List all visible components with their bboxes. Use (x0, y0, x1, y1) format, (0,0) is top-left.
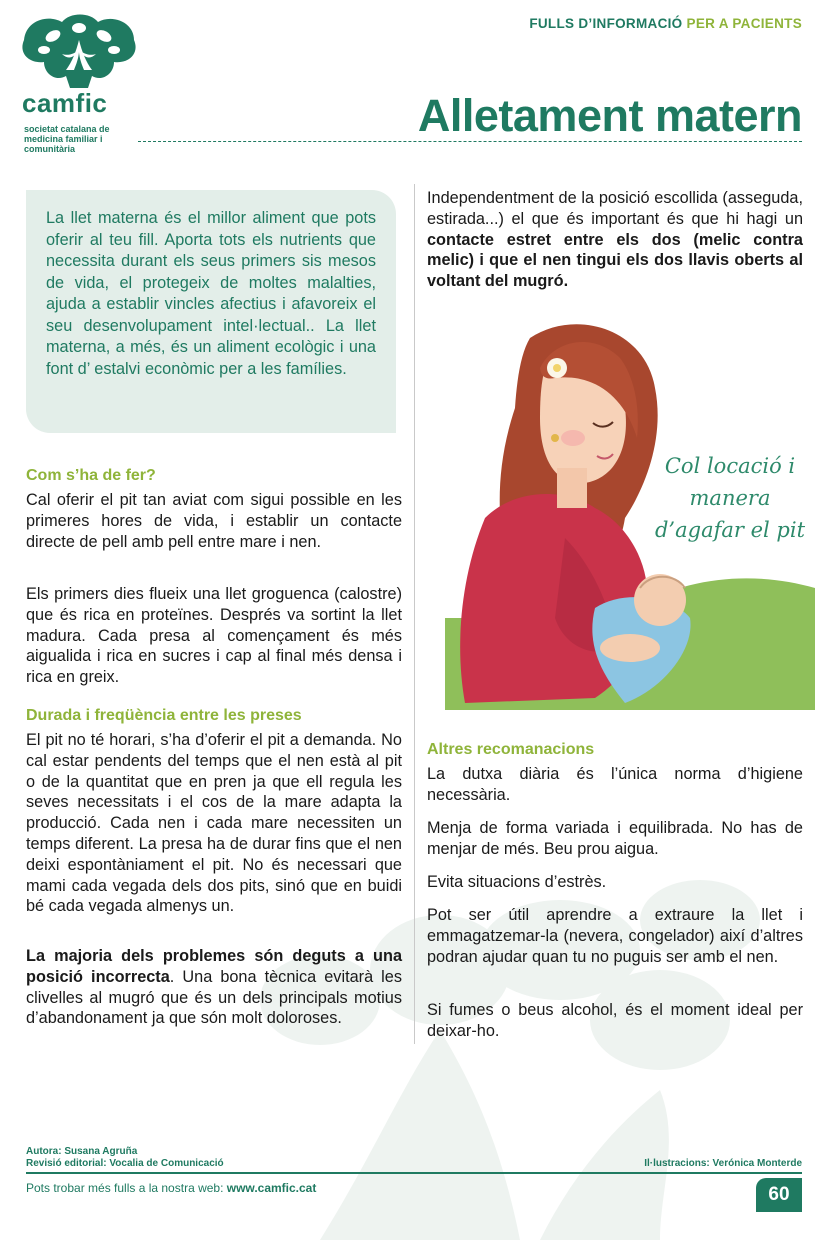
recommendation-4: Pot ser útil aprendre a extraure la llet i emmagatzemar-la (nevera, congelador) així d’altres podran ajudar quan tu no puguis ser amb el nen. (427, 906, 803, 966)
footer-author: Autora: Susana Agruña (26, 1146, 138, 1157)
recommendation-3: Evita situacions d’estrès. (427, 873, 607, 891)
title-dashed-rule (138, 141, 802, 142)
paragraph-how-1: Cal oferir el pit tan aviat com sigui possible en les primeres hores de vida, i establir un contacte directe de pell amb pell entre mare i nen. (26, 491, 402, 551)
intro-text: La llet materna és el millor aliment que pots oferir al teu fill. Aporta tots els nutrients que necessita durant els seus primers sis mesos de vida, el protegeix de moltes malalties, ajuda a establir vincles afectius i afavoreix el seu desenvolupament intel·lectual.. La llet materna, a més, és un aliment ecològic i una font d’ estalvi econòmic per a les famílies. (46, 209, 376, 378)
logo-wordmark: camfic (22, 88, 108, 118)
footer-review: Revisió editorial: Vocalia de Comunicació (26, 1158, 224, 1169)
intro-box (26, 190, 396, 433)
kicker-part-a: FULLS D’INFORMACIÓ (529, 16, 683, 31)
recommendation-2: Menja de forma variada i equilibrada. No has de menjar de més. Beu prou aigua. (427, 819, 803, 858)
series-kicker (529, 16, 802, 31)
paragraph-problems (26, 946, 402, 1029)
page-title: Alletament matern (417, 90, 802, 141)
kicker-part-b: PER A PACIENTS (686, 16, 802, 31)
footer-illustrator: Il·lustracions: Verónica Monterde (644, 1158, 802, 1169)
heading-duration: Durada i freqüència entre les preses (26, 707, 302, 724)
camfic-tree-logo (18, 10, 140, 88)
footer-web-text: Pots trobar més fulls a la nostra web: (26, 1181, 227, 1195)
page-number: 60 (756, 1178, 802, 1212)
paragraph-position-text: Independentment de la posició escollida (asseguda, estirada...) el que és important és que hi hagi un (427, 189, 803, 228)
heading-other: Altres recomanacions (427, 741, 595, 758)
paragraph-position (427, 188, 803, 292)
paragraph-problems-rest: . Una bona tècnica evitarà les clivelles al mugró que és un dels principals motius d’abandonament ja que són molt doloroses. (26, 967, 402, 1028)
heading-how: Com s’ha de fer? (26, 467, 156, 484)
illustration-caption: Col locació i manera d’agafar el pit (654, 454, 806, 542)
paragraph-problems-bold: La majoria dels problemes són deguts a una posició incorrecta (26, 947, 402, 986)
footer-credits (26, 1146, 224, 1170)
recommendation-1: La dutxa diària és l’única norma d’higiene necessària. (427, 765, 803, 804)
logo-subtitle: societat catalana de medicina familiar i comunitària (24, 124, 110, 154)
paragraph-position-bold: contacte estret entre els dos (melic contra melic) i que el nen tingui els dos llavis oberts al voltant del mugró. (427, 230, 803, 291)
column-divider (414, 184, 415, 1044)
paragraph-duration: El pit no té horari, s’ha d’oferir el pit a demanda. No cal estar pendents del temps que el nen està al pit o de la quantitat que en pren ja que ell regula les seves necessitats i el cos de la mare adapta la producció. Cada nen i cada mare necessiten un temps diferent. La presa ha de durar fins que el nen deixi espontàniament el pit. No és necessari que mami cada vegada dels dos pits, sinó que en buidi bé cada vegada almenys un. (26, 731, 402, 916)
paragraph-how-2: Els primers dies flueix una llet groguenca (calostre) que és rica en proteïnes. Després va sortint la llet madura. Cada presa al començament és més aigualida i rica en sucres i cap al final més densa i rica en greix. (26, 585, 402, 687)
recommendation-5: Si fumes o beus alcohol, és el moment ideal per deixar-ho. (427, 1001, 803, 1040)
footer-web (26, 1181, 316, 1195)
footer-rule (26, 1172, 802, 1174)
footer-web-link[interactable]: www.camfic.cat (226, 1181, 317, 1195)
